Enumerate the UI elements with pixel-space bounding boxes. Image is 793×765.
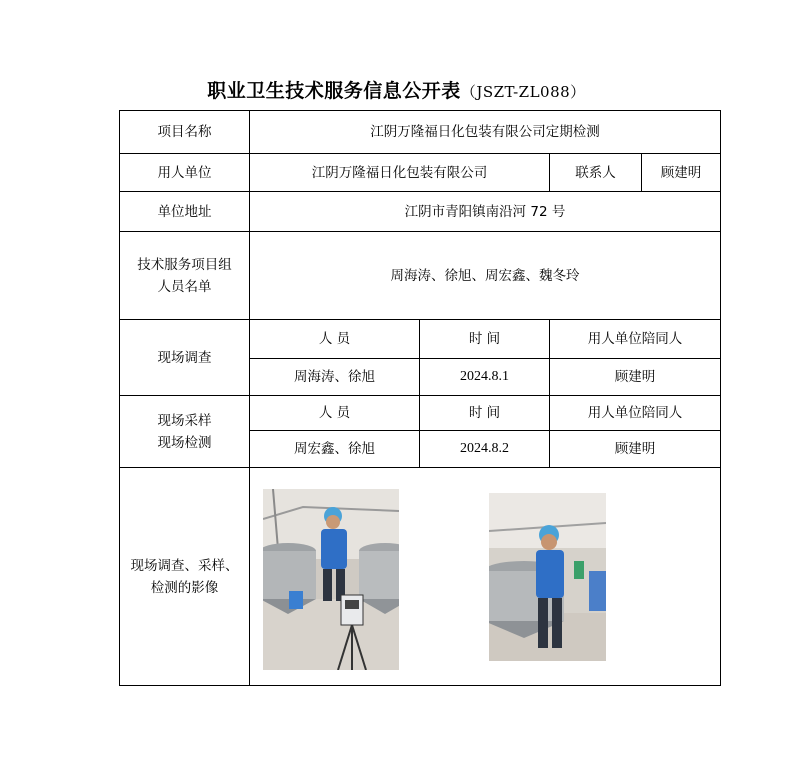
images-label [120, 468, 250, 686]
row-project [120, 111, 721, 154]
images-cell [250, 468, 721, 686]
contact-value: 顾建明 [642, 154, 721, 192]
survey-col-personnel: 人 员 [250, 320, 420, 359]
row-images [120, 468, 721, 686]
document-code: （JSZT-ZL088） [460, 83, 586, 101]
survey-label: 现场调查 [120, 320, 250, 396]
survey-col-escort: 用人单位陪同人 [550, 320, 721, 359]
site-photo-sampling-icon [263, 489, 399, 670]
sampling-label-line1: 现场采样 [157, 412, 212, 429]
contact-label: 联系人 [550, 154, 642, 192]
images-label-line1: 现场调查、采样、 [130, 557, 239, 574]
sampling-col-time: 时 间 [420, 396, 550, 431]
sampling-col-personnel: 人 员 [250, 396, 420, 431]
address-value: 江阴市青阳镇南沿河 72 号 [250, 192, 721, 232]
sampling-col-escort: 用人单位陪同人 [550, 396, 721, 431]
survey-col-time: 时 间 [420, 320, 550, 359]
row-survey-header [120, 320, 721, 359]
team-label-line2: 人员名单 [157, 278, 212, 295]
survey-personnel: 周海涛、徐旭 [250, 359, 420, 396]
row-team [120, 232, 721, 320]
row-address [120, 192, 721, 232]
employer-value: 江阴万隆福日化包装有限公司 [250, 154, 550, 192]
employer-label: 用人单位 [120, 154, 250, 192]
images-label-line2: 检测的影像 [150, 579, 219, 596]
project-label: 项目名称 [120, 111, 250, 154]
page-title [0, 76, 793, 103]
address-label: 单位地址 [120, 192, 250, 232]
sampling-label [120, 396, 250, 468]
team-value: 周海涛、徐旭、周宏鑫、魏冬玲 [250, 232, 721, 320]
project-value: 江阴万隆福日化包装有限公司定期检测 [250, 111, 721, 154]
team-label-line1: 技术服务项目组 [137, 256, 232, 273]
sampling-label-line2: 现场检测 [157, 434, 212, 451]
survey-escort: 顾建明 [550, 359, 721, 396]
survey-time: 2024.8.1 [420, 359, 550, 396]
team-label [120, 232, 250, 320]
row-employer [120, 154, 721, 192]
sampling-time: 2024.8.2 [420, 431, 550, 468]
row-sampling-header [120, 396, 721, 431]
site-photo-survey-icon [489, 493, 606, 661]
title-text: 职业卫生技术服务信息公开表 [207, 80, 461, 102]
sampling-personnel: 周宏鑫、徐旭 [250, 431, 420, 468]
sampling-escort: 顾建明 [550, 431, 721, 468]
info-table [119, 110, 721, 686]
